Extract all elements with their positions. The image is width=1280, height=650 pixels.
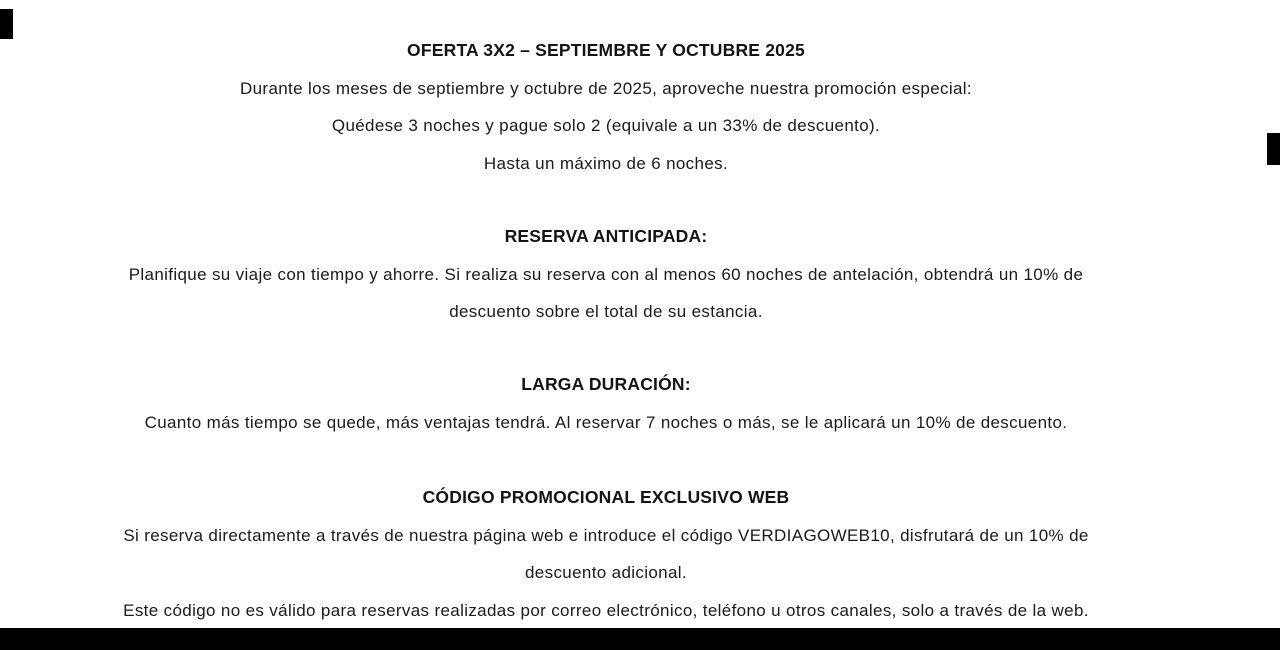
section-larga-duracion	[0, 366, 1212, 441]
paragraph-line: descuento sobre el total de su estancia.	[449, 302, 763, 321]
section-reserva-anticipada	[0, 218, 1212, 331]
paragraph-line: Planifique su viaje con tiempo y ahorre. Si realiza su reserva con al menos 60 noches de antelación, obtendrá un 10% de	[128, 264, 1084, 284]
paragraph-line: Este código no es válido para reservas realizadas por correo electrónico, teléfono u otros canales, solo a través de la web.	[123, 600, 1089, 620]
paragraph-line: Si reserva directamente a través de nuestra página web e introduce el código VERDIAGOWEB10, disfrutará de un 10% de	[123, 525, 1089, 545]
paragraph-line: Quédese 3 noches y pague solo 2 (equivale a un 33% de descuento).	[331, 116, 881, 135]
bottom-edge-bar	[0, 628, 1280, 650]
section-heading-oferta: OFERTA 3X2 – SEPTIEMBRE Y OCTUBRE 2025	[407, 40, 805, 60]
section-heading-codigo-promocional: CÓDIGO PROMOCIONAL EXCLUSIVO WEB	[422, 487, 790, 507]
paragraph-line: Durante los meses de septiembre y octubre de 2025, aproveche nuestra promoción especial:	[240, 78, 972, 98]
paragraph-line: Cuanto más tiempo se quede, más ventajas tendrá. Al reservar 7 noches o más, se le aplicará un 10% de descuento.	[144, 412, 1068, 432]
paragraph-line: descuento adicional.	[524, 563, 687, 582]
paragraph-line: Hasta un máximo de 6 noches.	[483, 153, 729, 173]
section-heading-larga-duracion: LARGA DURACIÓN:	[521, 374, 691, 394]
section-codigo-promocional	[0, 479, 1212, 629]
section-heading-reserva-anticipada: RESERVA ANTICIPADA:	[504, 226, 708, 246]
right-edge-bar	[1267, 133, 1280, 165]
section-oferta-3x2	[0, 32, 1212, 182]
